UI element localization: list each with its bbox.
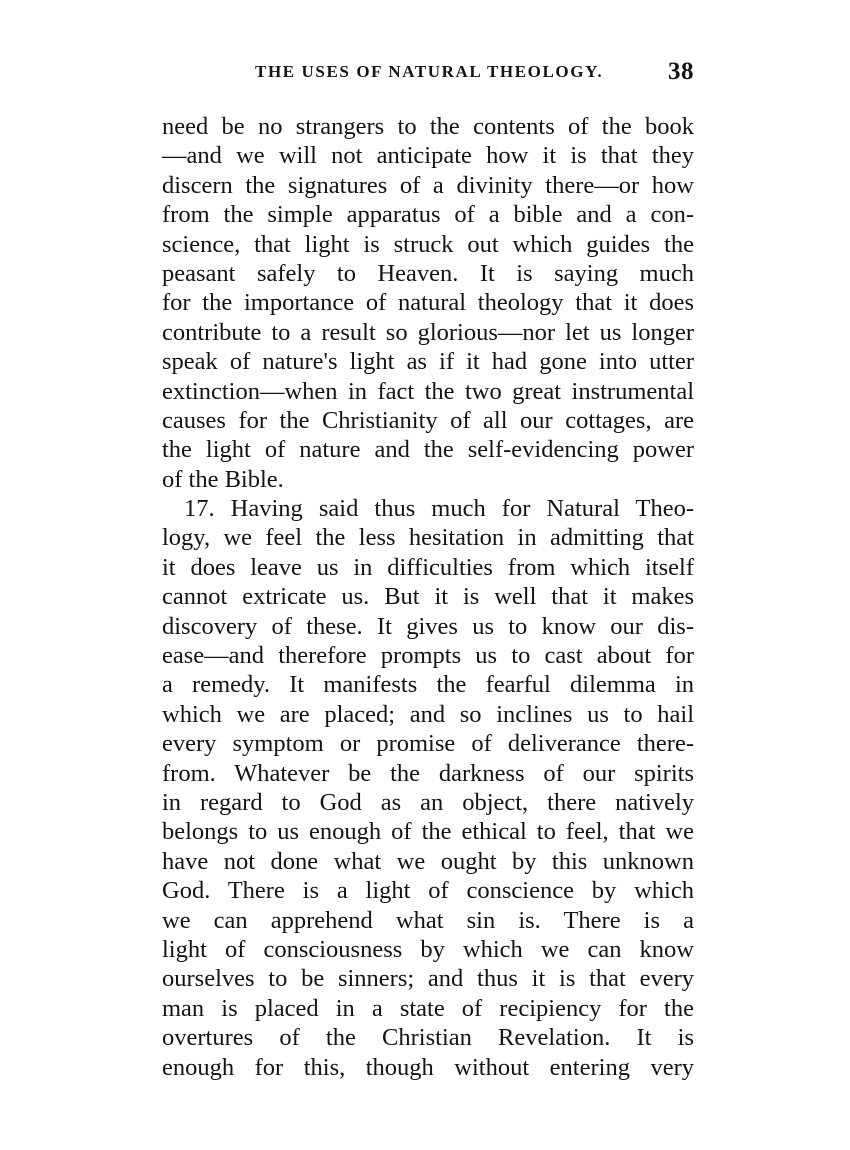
text-line: every symptom or promise of deliverance there- [162, 730, 694, 758]
text-line: have not done what we ought by this unknown [162, 847, 694, 875]
text-line: —and we will not anticipate how it is that they [162, 142, 694, 170]
text-line: which we are placed; and so inclines us to hail [162, 700, 694, 728]
text-line: man is placed in a state of recipiency for the [162, 994, 694, 1022]
text-line: it does leave us in difficulties from which itself [162, 553, 694, 581]
text-line: causes for the Christianity of all our cottages, are [162, 406, 694, 434]
text-line: from the simple apparatus of a bible and a con- [162, 201, 694, 229]
text-line: belongs to us enough of the ethical to feel, that we [162, 818, 694, 846]
text-line: ease—and therefore prompts us to cast about for [162, 642, 694, 670]
text-line: extinction—when in fact the two great instrumental [162, 377, 694, 405]
text-line: we can apprehend what sin is. There is a [162, 906, 694, 934]
paragraph-start-line: 17. Having said thus much for Natural Theo- [184, 495, 694, 523]
text-line: light of consciousness by which we can know [162, 935, 694, 963]
running-header [162, 58, 694, 94]
text-line: discovery of these. It gives us to know our dis- [162, 612, 694, 640]
paragraph-end-line: of the Bible. [162, 465, 284, 493]
text-line: overtures of the Christian Revelation. It is [162, 1024, 694, 1052]
text-line: need be no strangers to the contents of the book [162, 113, 694, 140]
text-line: God. There is a light of conscience by which [162, 877, 694, 905]
text-line: contribute to a result so glorious—nor let us longer [162, 318, 694, 346]
text-line: for the importance of natural theology that it does [162, 289, 694, 317]
text-line: cannot extricate us. But it is well that it makes [162, 583, 694, 611]
text-line: enough for this, though without entering very [162, 1053, 694, 1081]
page-number: 38 [668, 58, 694, 85]
text-line: from. Whatever be the darkness of our spirits [162, 759, 694, 787]
text-line: logy, we feel the less hesitation in admitting that [162, 524, 694, 552]
text-line: speak of nature's light as if it had gone into utter [162, 348, 694, 376]
text-line: in regard to God as an object, there natively [162, 788, 694, 816]
text-line: science, that light is struck out which guides the [162, 230, 694, 258]
text-line: peasant safely to Heaven. It is saying much [162, 259, 694, 287]
text-line: ourselves to be sinners; and thus it is that every [162, 965, 694, 993]
text-line: discern the signatures of a divinity there—or how [162, 171, 694, 199]
text-line: the light of nature and the self-evidencing power [162, 436, 694, 464]
running-title: THE USES OF NATURAL THEOLOGY. [255, 62, 604, 81]
body-text [162, 112, 694, 1082]
text-line: a remedy. It manifests the fearful dilemma in [162, 671, 694, 699]
